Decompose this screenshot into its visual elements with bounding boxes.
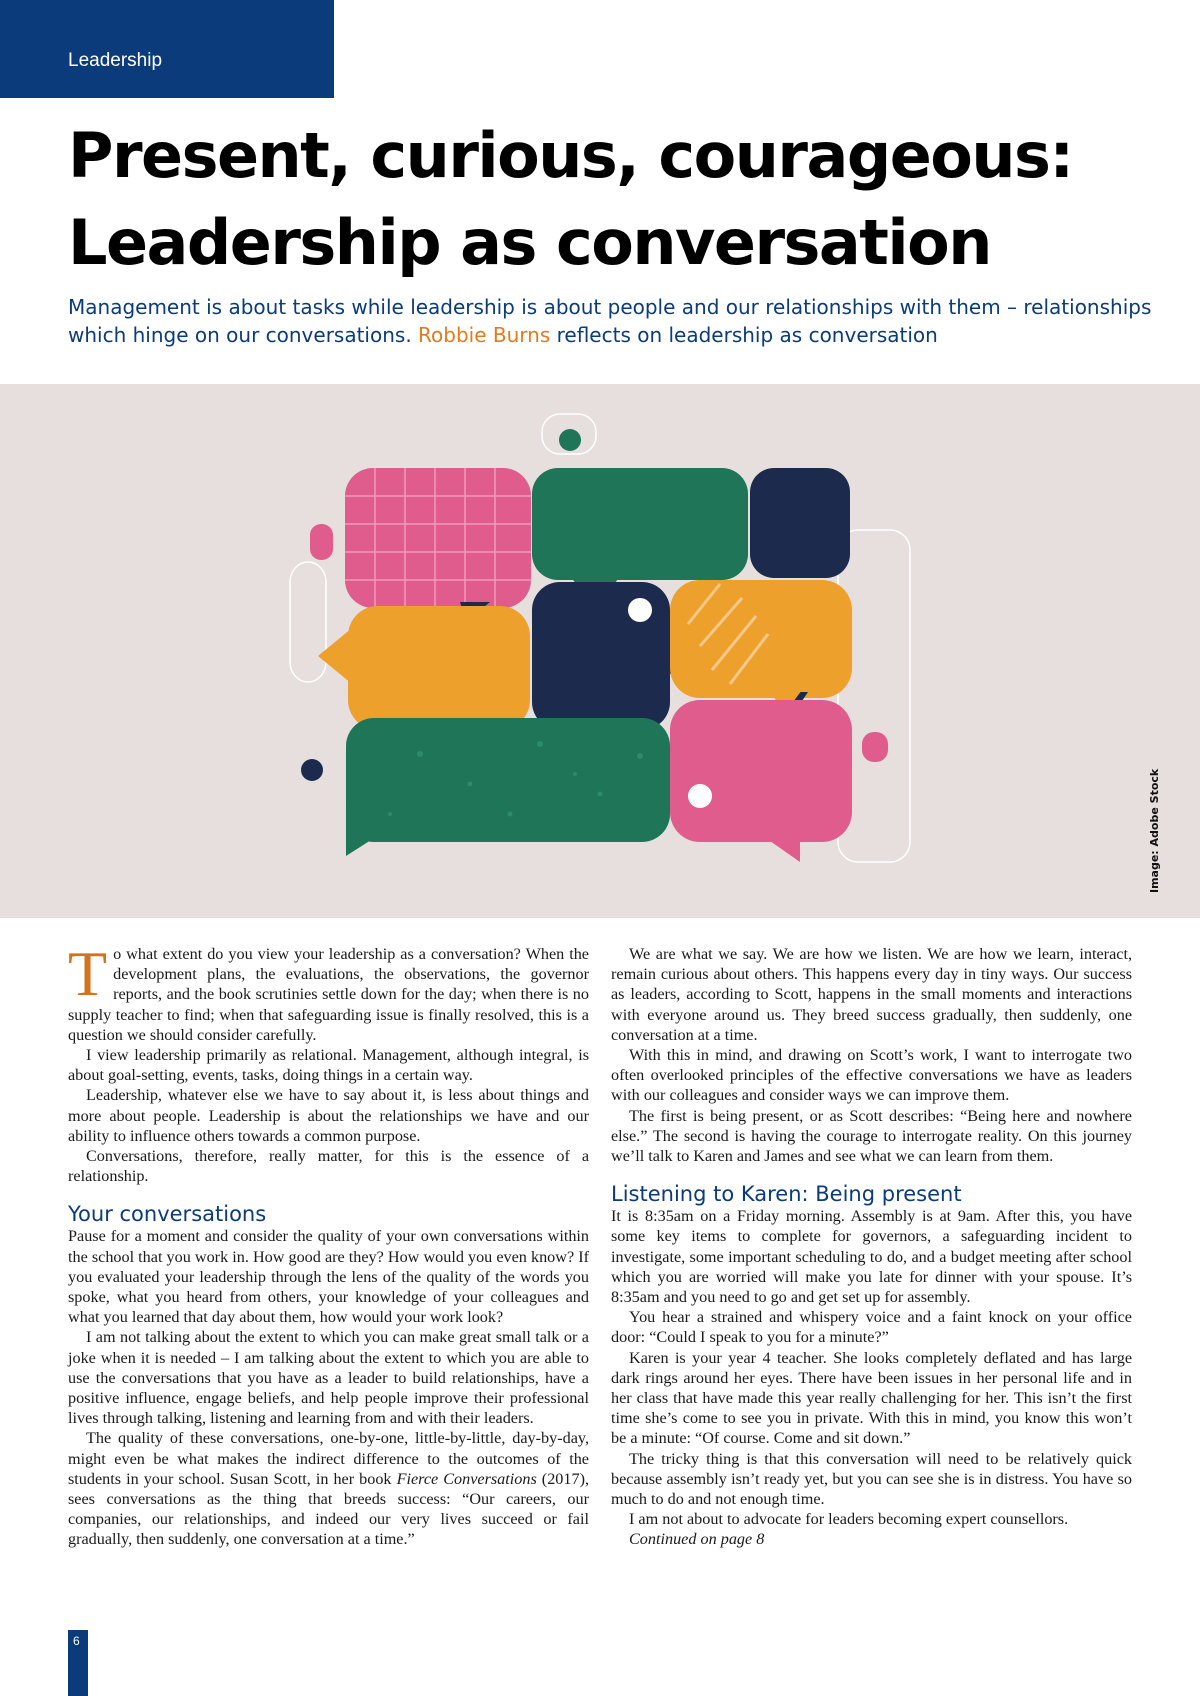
paragraph: The tricky thing is that this conversation will need to be relatively quick because assembly isn’t ready yet, but you can see she is in distress. You have so much to do and not enough time. (611, 1449, 1132, 1509)
hero-illustration (0, 384, 1200, 918)
standfirst (68, 293, 1168, 349)
paragraph: The first is being present, or as Scott describes: “Being here and nowhere else.” The second is having the courage to interrogate reality. On this journey we’ll talk to Karen and James and see what we can learn from them. (611, 1106, 1132, 1166)
paragraph: It is 8:35am on a Friday morning. Assembly is at 9am. After this, you have some key items to complete for governors, a safeguarding incident to investigate, some important scheduling to do, and a budget meeting after school which you are worried will make you late for dinner with your spouse. It’s 8:35am and you need to go and get set up for assembly. (611, 1207, 1132, 1307)
paragraph: Conversations, therefore, really matter, for this is the essence of a relationship. (68, 1147, 589, 1186)
paragraph: You hear a strained and whispery voice and a faint knock on your office door: “Could I speak to you for a minute?” (611, 1308, 1132, 1347)
paragraph-text: The quality of these conversations, one-by-one, little-by-little, day-by-day, might even be what makes the indirect difference to the outcomes of the students in your school. Susan Scott, in her book (68, 1429, 589, 1488)
paragraph: I am not about to advocate for leaders becoming expert counsellors. (629, 1510, 1069, 1529)
paragraph-text-end: (2017), sees conversations as the thing that breeds success: “Our careers, our companies, our relationships, and indeed our very lives succeed or fail gradually, then suddenly, one conversation at a time.” (68, 1469, 590, 1549)
headline-line-2: Leadership as conversation (68, 206, 991, 279)
paragraph: I view leadership primarily as relational. Management, although integral, is about goal-setting, events, tasks, doing things in a certain way. (68, 1046, 589, 1085)
paragraph (68, 1428, 589, 1549)
paragraph (68, 938, 589, 1045)
headline (68, 112, 1168, 286)
continued-note: Continued on page 8 (629, 1530, 765, 1549)
paragraph: Pause for a moment and consider the quality of your own conversations within the school that you work in. How good are they? How would you even know? If you evaluated your leadership through the lens of the quality of the words you spoke, what you heard from others, your knowledge of your colleagues and what you learned that day about them, how would your work look? (68, 1227, 589, 1327)
paragraph: We are what we say. We are how we listen. We are how we learn, interact, remain curious about others. This happens every day in tiny ways. Our success as leaders, according to Scott, happens in the small moments and interactions with everyone around us. They breed success gradually, then suddenly, one conversation at a time. (611, 945, 1132, 1044)
drop-cap: T (68, 938, 108, 1009)
page-number: 6 (68, 1630, 88, 1696)
standfirst-text: Management is about tasks while leadership is about people and our relationships with them – relationships which hinge on our conversations. (68, 295, 1152, 347)
article-column-right (611, 944, 1132, 1550)
standfirst-text-end: reflects on leadership as conversation (550, 323, 938, 347)
author-name: Robbie Burns (418, 323, 551, 347)
image-credit: Image: Adobe Stock (1148, 768, 1161, 893)
section-tab: Leadership (0, 0, 334, 98)
paragraph: Karen is your year 4 teacher. She looks completely deflated and has large dark rings around her eyes. There have been issues in her personal life and in her class that have made this year really challenging for her. This isn’t the first time she’s come to see you in private. With this in mind, you know this won’t be a minute: “Of course. Come and sit down.” (611, 1348, 1132, 1448)
article-column-left (68, 938, 590, 1550)
paragraph: With this in mind, and drawing on Scott’s work, I want to interrogate two often overlooked principles of the effective conversations we have as leaders with our colleagues and consider ways we can improve them. (611, 1046, 1132, 1105)
paragraph: Leadership, whatever else we have to say about it, is less about things and more about people. Leadership is about the relationships we have and our ability to influence others towards a common purpose. (68, 1086, 589, 1145)
book-title: Fierce Conversations (396, 1469, 537, 1488)
headline-line-1: Present, curious, courageous: (68, 119, 1073, 192)
paragraph: I am not talking about the extent to which you can make great small talk or a joke when it is needed – I am talking about the extent to which you are able to use the conversations that you have as a leader to build relationships, have a positive influence, engage beliefs, and help people improve their professional lives through talking, listening and learning from and with their leaders. (68, 1328, 589, 1428)
section-heading: Listening to Karen: Being present (611, 1182, 962, 1207)
speech-bubbles-illustration (0, 384, 1200, 918)
section-heading: Your conversations (68, 1202, 267, 1227)
paragraph-text: o what extent do you view your leadership as a conversation? When the development plans, the evaluations, the observations, the governor reports, and the book scrutinies settle down for the day; when there is no supply teacher to find; when that safeguarding issue is finally resolved, this is a question we should consider carefully. (68, 945, 589, 1044)
